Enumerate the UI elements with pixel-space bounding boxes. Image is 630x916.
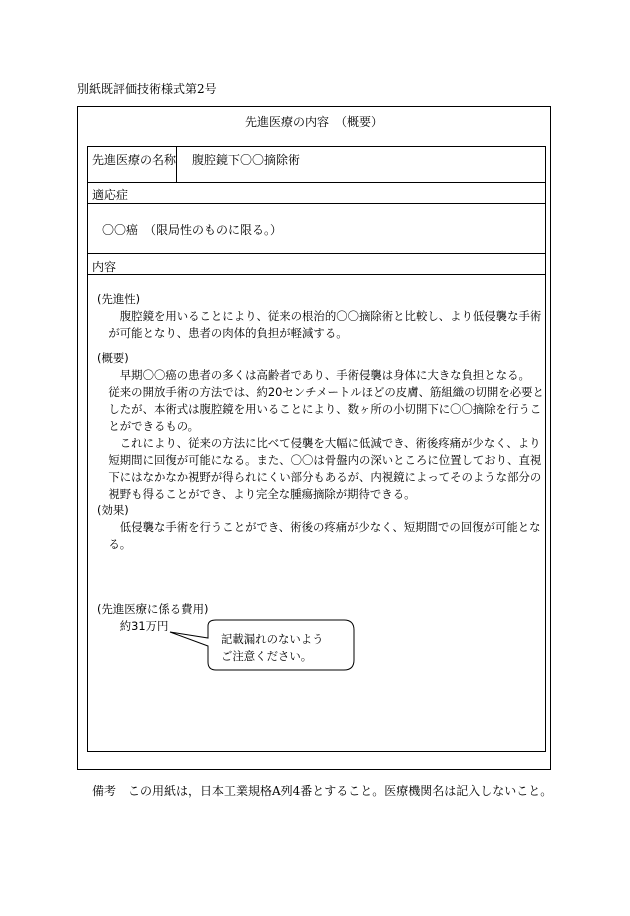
remarks-note: 備考 この用紙は，日本工業規格A列4番とすること。医療機関名は記入しないこと。 <box>92 784 553 798</box>
overview-p1: 早期〇〇癌の患者の多くは高齢者であり、手術侵襲は身体に大きな負担となる。 <box>119 368 530 382</box>
form-number: 別紙既評価技術様式第2号 <box>77 82 217 96</box>
overview-p3: これにより、従来の方法に比べて侵襲を大幅に低減でき、術後疼痛が少なく、より短期間に回復が可能になる。また、〇〇は骨盤内の深いところに位置しており、直視下にはなかなか視野が得られにくい部分もあるが、内視鏡によってそのような部分の視野も得ることができ、より完全な腫瘍摘除が期待できる。 <box>108 436 542 501</box>
overview-p2: 従来の開放手術の方法では、約20センチメートルほどの皮膚、筋組織の切開を必要としたが、本術式は腹腔鏡を用いることにより、数ヶ所の小切開下に〇〇摘除を行うことができるもの。 <box>108 385 544 433</box>
name-value: 腹腔鏡下〇〇摘除術 <box>192 153 301 167</box>
advantage-heading: (先進性) <box>97 292 141 306</box>
callout-line-1: 記載漏れのないよう <box>221 632 324 646</box>
cost-value: 約31万円 <box>119 619 169 633</box>
effect-text: 低侵襲な手術を行うことができ、術後の疼痛が少なく、短期間での回復が可能となる。 <box>108 520 541 551</box>
cost-heading: (先進医療に係る費用) <box>97 602 209 616</box>
name-label: 先進医療の名称 <box>92 153 177 167</box>
content-label: 内容 <box>92 260 117 274</box>
effect-section <box>97 502 545 553</box>
callout-line-2: ご注意ください。 <box>221 649 313 663</box>
effect-heading: (効果) <box>97 503 129 517</box>
row-divider <box>88 182 545 183</box>
page-title: 先進医療の内容 （概要） <box>244 115 383 129</box>
advantage-text: 腹腔鏡を用いることにより、従来の根治的〇〇摘除術と比較し、より低侵襲な手術が可能となり、患者の肉体的負担が軽減する。 <box>108 309 542 340</box>
row-divider <box>88 274 545 275</box>
name-divider <box>176 147 177 182</box>
advantage-section <box>97 291 545 342</box>
row-divider <box>88 253 545 254</box>
overview-section <box>97 350 545 503</box>
row-divider <box>88 203 545 204</box>
overview-heading: (概要) <box>97 351 129 365</box>
indication-label: 適応症 <box>92 188 129 202</box>
indication-value: 〇〇癌 （限局性のものに限る。） <box>102 223 283 237</box>
callout-text <box>221 631 324 665</box>
